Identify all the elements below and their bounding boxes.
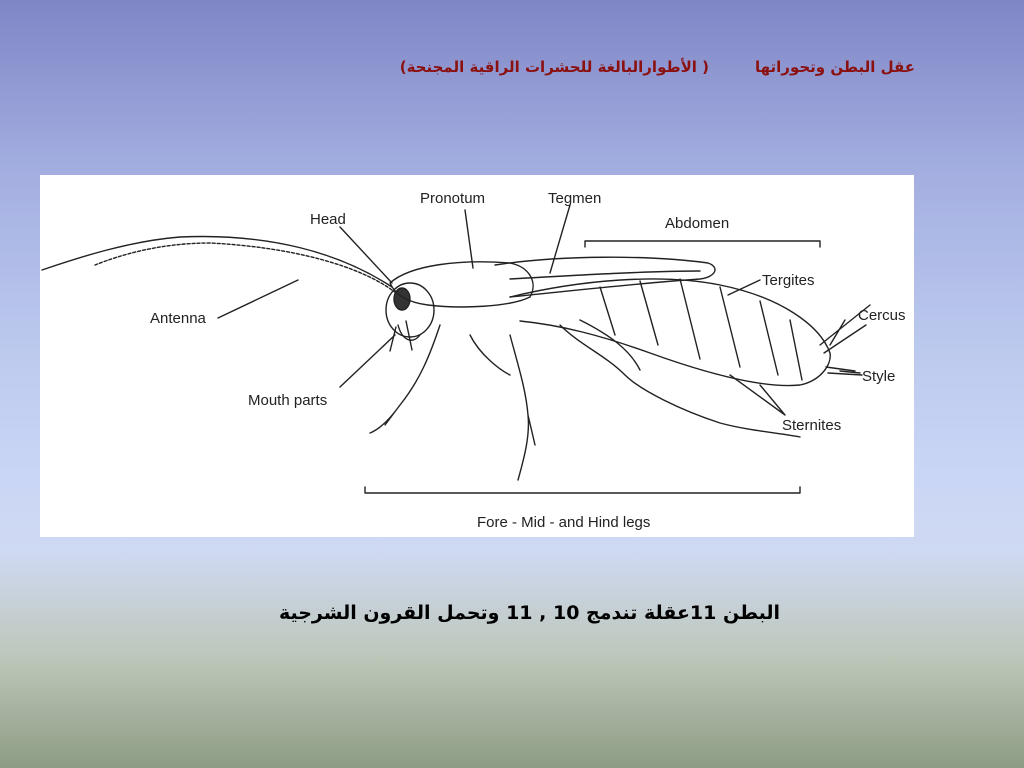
label-cercus: Cercus [858, 307, 906, 324]
cockroach-illustration [40, 175, 914, 537]
abdomen-outline [510, 279, 830, 386]
abdomen-bracket [585, 241, 820, 247]
insect-diagram [40, 175, 914, 537]
tergite-lines [600, 279, 802, 380]
legs-bracket [365, 487, 800, 493]
label-style: Style [862, 368, 896, 385]
mid-leg [510, 335, 535, 480]
label-tegmen: Tegmen [548, 190, 602, 207]
antenna-lower [95, 243, 396, 293]
label-abdomen: Abdomen [665, 215, 730, 232]
hind-leg [560, 320, 800, 437]
label-antenna: Antenna [150, 310, 206, 327]
slide-title [380, 58, 915, 76]
label-mouth-parts: Mouth parts [248, 392, 328, 409]
head-shape [386, 283, 434, 337]
title-part-1: عقل البطن وتحوراتها [755, 58, 915, 76]
title-part-2: ( الأطوارالبالغة للحشرات الراقية المجنحة) [399, 58, 709, 76]
label-tergites: Tergites [762, 272, 815, 289]
label-sternites: Sternites [782, 417, 842, 434]
label-head: Head [310, 211, 346, 228]
fore-leg [370, 325, 440, 433]
label-pronotum: Pronotum [420, 190, 486, 207]
tegmen-shape [495, 257, 715, 297]
pronotum-shape [390, 262, 533, 307]
label-legs: Fore - Mid - and Hind legs [477, 514, 651, 531]
caption: البطن 11عقلة تندمج 10 , 11 وتحمل القرون الشرجية [278, 602, 780, 624]
